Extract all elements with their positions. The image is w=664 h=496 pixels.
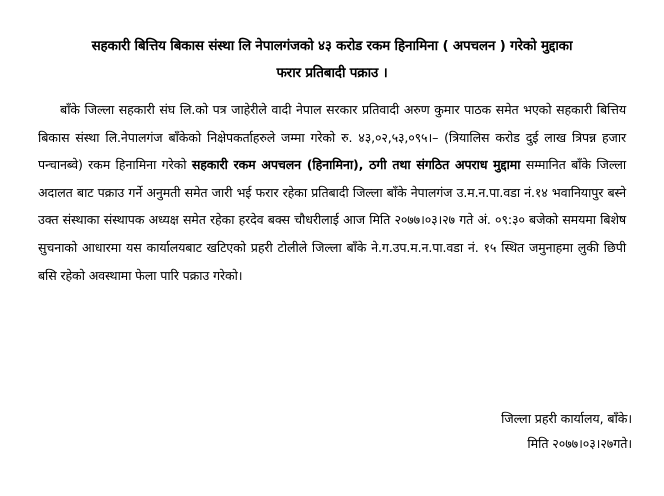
body-text-part-2: सम्मानित बाँके जिल्ला अदालत बाट पक्राउ गर्ने अनुमती समेत जारी भई फरार रहेका प्रतिबादी जिल्ला बाँके नेपालगंज उ.म.न.पा.वडा नं.१४ भवानियापुर बस्ने उक्त संस्थाका संस्थापक अध्यक्ष समेत रहेका हरदेव बक्स चौधरीलाई आज मिति २०७७।०३।२७ गते अं. ०९:३० बजेको समयमा बिशेष सुचनाको आधारमा यस कार्यालयबाट खटिएको प्रहरी टोलीले जिल्ला बाँके ने.ग.उप.म.न.पा.वडा नं. १५ स्थित जमुनाहमा लुकी छिपी बसि रहेको अवस्थामा फेला पारि पक्राउ गरेको। <box>38 157 626 283</box>
signature-office: जिल्ला प्रहरी कार्यालय, बाँके। <box>501 411 632 426</box>
body-text-part-1: बाँके जिल्ला सहकारी संघ लि.को पत्र जाहेरीले वादी नेपाल सरकार प्रतिवादी अरुण कुमार पाठक समेत भएको सहकारी बित्तिय बिकास संस्था लि.नेपालगंज बाँकेको निक्षेपकर्ताहरुले जम्मा गरेको रु. ४३,०२,५३,०९५।– (त्रियालिस करोड दुई लाख त्रिपन्न हजार पन्चानब्वे) रकम हिनामिना गरेको <box>38 102 626 173</box>
signature-block <box>501 406 632 456</box>
title-line-2: फरार प्रतिबादी पक्राउ । <box>276 65 388 81</box>
title-line-1: सहकारी बित्तिय बिकास संस्था लि नेपालगंजको ४३ करोड रकम हिनामिना ( अपचलन ) गरेको मुद्दाका <box>91 38 573 54</box>
signature-date: मिति २०७७।०३।२७गते। <box>527 436 632 451</box>
body-paragraph <box>38 96 626 289</box>
document-title <box>20 33 644 87</box>
body-bold-case-name: सहकारी रकम अपचलन (हिनामिना), ठगी तथा संगठित अपराध मुद्दामा <box>191 157 521 173</box>
